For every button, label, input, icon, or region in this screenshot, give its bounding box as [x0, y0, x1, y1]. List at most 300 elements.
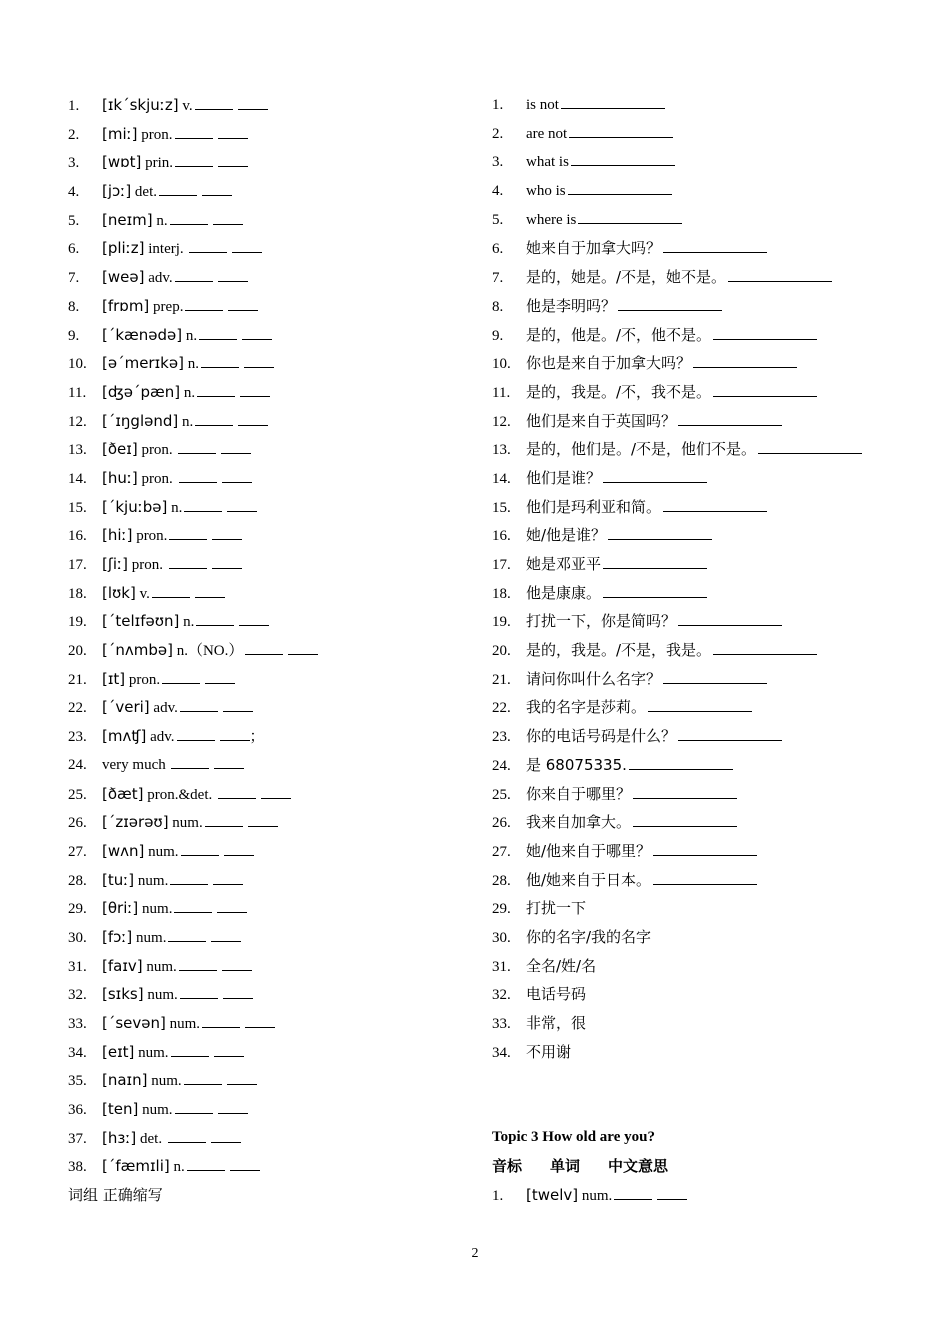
- item-number: 37.: [68, 1130, 87, 1147]
- vocab-row: [492, 1181, 932, 1210]
- phrase-text: 我来自加拿大。: [526, 813, 632, 832]
- vocab-row: [68, 952, 468, 981]
- item-number: 30.: [492, 929, 511, 946]
- item-number: 35.: [68, 1073, 87, 1090]
- answer-blank-meaning[interactable]: [238, 411, 268, 426]
- answer-blank[interactable]: [713, 325, 817, 340]
- phrase-text: 他们是来自于英国吗？: [526, 411, 677, 430]
- phrase-text: 她来自于加拿大吗？: [526, 239, 662, 258]
- phrase-text: 你也是来自于加拿大吗？: [526, 354, 692, 373]
- answer-blank-word[interactable]: [175, 267, 213, 282]
- phrase-text: 是的，他们是。/不是，他们不是。: [526, 440, 757, 459]
- item-number: 1.: [492, 97, 504, 113]
- vocab-row: [68, 263, 468, 292]
- answer-blank-word[interactable]: [169, 525, 207, 540]
- answer-blank-word[interactable]: [170, 210, 208, 225]
- answer-blank[interactable]: [678, 411, 782, 426]
- answer-blank-word[interactable]: [175, 124, 213, 139]
- vocab-row: [68, 234, 468, 263]
- answer-blank-word[interactable]: [189, 238, 227, 253]
- phrase-text: 他/她来自于日本。: [526, 870, 652, 889]
- vocab-row: [68, 378, 468, 407]
- phonetic: [weə]: [102, 268, 145, 287]
- phonetic: [twelv]: [526, 1185, 579, 1204]
- item-number: 31.: [68, 958, 87, 975]
- answer-blank[interactable]: [633, 784, 737, 799]
- answer-blank[interactable]: [713, 382, 817, 397]
- answer-blank[interactable]: [678, 726, 782, 741]
- phrase-text: 是的，他是。/不，他不是。: [526, 325, 712, 344]
- item-number: 29.: [492, 901, 511, 918]
- answer-blank[interactable]: [603, 554, 707, 569]
- phonetic: [sɪks]: [102, 985, 144, 1004]
- phonetic: [huː]: [102, 468, 138, 487]
- answer-blank-meaning[interactable]: [245, 1013, 275, 1028]
- phonetic: [hiː]: [102, 526, 133, 545]
- phrase-row: [492, 607, 932, 636]
- answer-blank-word[interactable]: [195, 95, 233, 110]
- answer-blank-word[interactable]: [180, 984, 218, 999]
- phrase-text: 打扰一下: [526, 899, 587, 918]
- item-number: 34.: [492, 1044, 511, 1061]
- answer-blank-word[interactable]: [185, 296, 223, 311]
- vocab-row: [68, 206, 468, 235]
- phrase-text: 你来自于哪里？: [526, 784, 632, 803]
- phonetic: [miː]: [102, 124, 138, 143]
- answer-blank-meaning[interactable]: [213, 870, 243, 885]
- vocab-row: [68, 1066, 468, 1095]
- phonetic: [wʌn]: [102, 841, 145, 860]
- left-column: [68, 91, 468, 1210]
- phrase-text: 请问你叫什么名字？: [526, 669, 662, 688]
- right-column: [492, 91, 932, 1209]
- answer-blank-word[interactable]: [195, 411, 233, 426]
- vocab-row: [68, 1124, 468, 1153]
- part-of-speech: v.: [178, 98, 193, 114]
- part-of-speech: pron.: [132, 528, 168, 545]
- phrase-text: 你的电话号码是什么？: [526, 727, 677, 746]
- phonetic: [mʌʧ]: [102, 727, 147, 746]
- answer-blank-meaning[interactable]: [212, 525, 242, 540]
- answer-blank-meaning[interactable]: [212, 554, 242, 569]
- phrase-row: [492, 952, 932, 981]
- answer-blank-word[interactable]: [179, 956, 217, 971]
- item-number: 8.: [492, 298, 504, 315]
- answer-blank-meaning[interactable]: [218, 267, 248, 282]
- answer-blank[interactable]: [561, 94, 665, 109]
- vocab-row: [68, 292, 468, 321]
- phrase-row: [492, 751, 932, 780]
- vocab-row: [68, 579, 468, 608]
- header-2: 中文意思: [608, 1157, 669, 1176]
- answer-blank-meaning[interactable]: [221, 439, 251, 454]
- part-of-speech: num.: [132, 929, 167, 946]
- item-number: 12.: [492, 413, 511, 430]
- phonetic: [ðeɪ]: [102, 440, 138, 459]
- answer-blank[interactable]: [663, 497, 767, 512]
- part-of-speech: v.: [135, 585, 150, 602]
- answer-blank-meaning[interactable]: [223, 984, 253, 999]
- part-of-speech: prin.: [141, 155, 174, 172]
- answer-blank-word[interactable]: [181, 841, 219, 856]
- answer-blank-word[interactable]: [202, 1013, 240, 1028]
- answer-blank[interactable]: [663, 238, 767, 253]
- part-of-speech: prep.: [149, 298, 184, 315]
- vocab-row: [68, 521, 468, 550]
- phonetic: [ðæt]: [102, 784, 144, 803]
- phrase-text: 是 68075335.: [526, 755, 627, 774]
- phrase-row: [492, 894, 932, 923]
- answer-blank-meaning[interactable]: [214, 754, 244, 769]
- part-of-speech: num.: [143, 987, 178, 1004]
- answer-blank[interactable]: [758, 439, 862, 454]
- answer-blank[interactable]: [713, 640, 817, 655]
- phonetic: [ten]: [102, 1100, 139, 1119]
- item-number: 1.: [68, 98, 80, 114]
- phonetic: [ˊtelɪfəʊn]: [102, 612, 180, 631]
- vocab-row: [68, 407, 468, 436]
- answer-blank-meaning[interactable]: [195, 583, 225, 598]
- phonetic: [ʃiː]: [102, 555, 128, 573]
- answer-blank-word[interactable]: [170, 870, 208, 885]
- answer-blank-word[interactable]: [177, 726, 215, 741]
- item-number: 2.: [492, 125, 504, 142]
- answer-blank-meaning[interactable]: [223, 697, 253, 712]
- item-number: 25.: [68, 786, 87, 803]
- phrase-row: [492, 693, 932, 722]
- phrase-row: [492, 579, 932, 608]
- vocab-row: [68, 321, 468, 350]
- vocab-row: [68, 349, 468, 378]
- page-number: 2: [471, 1246, 479, 1261]
- item-number: 21.: [68, 671, 87, 688]
- phrase-text: 是的，我是。/不，我不是。: [526, 382, 712, 401]
- part-of-speech: n.: [182, 327, 198, 344]
- item-number: 14.: [492, 470, 511, 487]
- answer-blank-word[interactable]: [174, 898, 212, 913]
- answer-blank-meaning[interactable]: [222, 468, 252, 483]
- answer-blank[interactable]: [578, 209, 682, 224]
- part-of-speech: n.: [178, 413, 194, 430]
- item-number: 30.: [68, 929, 87, 946]
- item-number: 34.: [68, 1044, 87, 1061]
- answer-blank-meaning[interactable]: [240, 382, 270, 397]
- vocab-row: [68, 1152, 468, 1181]
- phrase-text: 不用谢: [526, 1042, 572, 1061]
- vocab-row: [68, 1038, 468, 1067]
- answer-blank-meaning[interactable]: [261, 784, 291, 799]
- answer-blank-word[interactable]: [159, 181, 197, 196]
- answer-blank-word[interactable]: [245, 640, 283, 655]
- answer-blank-word[interactable]: [196, 611, 234, 626]
- phrase-row: [492, 808, 932, 837]
- item-number: 24.: [492, 757, 511, 774]
- answer-blank[interactable]: [653, 870, 757, 885]
- answer-blank-meaning[interactable]: [211, 927, 241, 942]
- item-number: 11.: [492, 384, 511, 401]
- item-number: 16.: [492, 528, 511, 545]
- answer-blank-word[interactable]: [178, 439, 216, 454]
- section-gap: [492, 1066, 932, 1123]
- phrase-text: 他是李明吗？: [526, 296, 617, 315]
- phrase-row: [492, 550, 932, 579]
- answer-blank[interactable]: [568, 180, 672, 195]
- vocab-row: [68, 120, 468, 149]
- vocab-row: [68, 148, 468, 177]
- phrase-text: 他是康康。: [526, 583, 602, 602]
- item-number: 20.: [68, 643, 87, 660]
- part-of-speech: n.: [169, 1159, 185, 1176]
- phonetic: [ɪkˊskjuːz]: [102, 96, 179, 114]
- answer-blank-meaning[interactable]: [227, 497, 257, 512]
- item-number: 25.: [492, 786, 511, 803]
- phrase-row: [492, 1009, 932, 1038]
- phrase-text: 她/他来自于哪里？: [526, 841, 652, 860]
- phonetic: [ˊkjuːbə]: [102, 497, 168, 516]
- item-number: 17.: [492, 557, 511, 573]
- vocab-row: [68, 665, 468, 694]
- answer-blank-meaning[interactable]: [232, 238, 262, 253]
- answer-blank[interactable]: [728, 267, 832, 282]
- answer-blank-word[interactable]: [205, 812, 243, 827]
- answer-blank-meaning[interactable]: [230, 1156, 260, 1171]
- phrase-text: 是的，我是。/不是，我是。: [526, 641, 712, 660]
- phrase-text: 我的名字是莎莉。: [526, 698, 647, 717]
- phrase-row: [492, 837, 932, 866]
- answer-blank-word[interactable]: [169, 554, 207, 569]
- part-of-speech: num.: [578, 1187, 613, 1204]
- item-number: 7.: [492, 270, 504, 287]
- semicolon: ；: [249, 729, 265, 746]
- phrase-row: [492, 407, 932, 436]
- answer-blank[interactable]: [653, 841, 757, 856]
- part-of-speech: pron.: [127, 557, 167, 573]
- answer-blank-word[interactable]: [184, 1070, 222, 1085]
- part-of-speech: num.: [138, 901, 173, 918]
- item-number: 23.: [68, 729, 87, 746]
- phonetic: [fɔː]: [102, 927, 133, 946]
- answer-blank-meaning[interactable]: [202, 181, 232, 196]
- answer-blank[interactable]: [629, 755, 733, 770]
- phonetic: [pliːz]: [102, 239, 145, 258]
- item-number: 15.: [68, 499, 87, 516]
- vocab-row: [68, 435, 468, 464]
- phrase-row: [492, 148, 932, 177]
- phonetic: [ˊɪŋglənd]: [102, 411, 179, 430]
- answer-blank-meaning[interactable]: [239, 611, 269, 626]
- vocab-row: [68, 923, 468, 952]
- item-number: 24.: [68, 756, 87, 773]
- item-number: 10.: [68, 356, 87, 373]
- item-number: 20.: [492, 643, 511, 660]
- phonetic: [ˊveri]: [102, 698, 150, 717]
- item-number: 8.: [68, 298, 80, 315]
- phrase-row: [492, 206, 932, 235]
- item-number: 13.: [68, 442, 87, 459]
- header-0: 音标: [492, 1157, 523, 1176]
- answer-blank-meaning[interactable]: [218, 1099, 248, 1114]
- item-number: 11.: [68, 384, 87, 401]
- part-of-speech: num.: [142, 958, 177, 975]
- phonetic: [θriː]: [102, 899, 139, 918]
- vocab-row: [68, 493, 468, 522]
- phrase-section-label: 词组 正确缩写: [68, 1186, 163, 1205]
- item-number: 26.: [492, 815, 511, 832]
- item-number: 13.: [492, 442, 511, 459]
- answer-blank-meaning[interactable]: [242, 325, 272, 340]
- item-number: 31.: [492, 958, 511, 975]
- phonetic: [əˊmerɪkə]: [102, 354, 184, 373]
- answer-blank[interactable]: [663, 669, 767, 684]
- answer-blank[interactable]: [678, 611, 782, 626]
- part-of-speech: adv.: [146, 729, 175, 746]
- phrase-text: is not: [526, 97, 559, 113]
- answer-blank-meaning[interactable]: [218, 152, 248, 167]
- item-number: 15.: [492, 499, 511, 516]
- item-number: 29.: [68, 901, 87, 918]
- phonetic: [ˊzɪərəʊ]: [102, 813, 169, 832]
- item-number: 27.: [68, 843, 87, 860]
- answer-blank-word[interactable]: [175, 152, 213, 167]
- answer-blank-word[interactable]: [168, 927, 206, 942]
- answer-blank-word[interactable]: [199, 325, 237, 340]
- answer-blank-word[interactable]: [201, 353, 239, 368]
- part-of-speech: num.: [138, 1102, 173, 1119]
- answer-blank-meaning[interactable]: [224, 841, 254, 856]
- item-number: 16.: [68, 528, 87, 545]
- item-number: 22.: [68, 700, 87, 717]
- item-number: 6.: [68, 241, 80, 258]
- phrase-row: [492, 321, 932, 350]
- item-number: 26.: [68, 815, 87, 832]
- part-of-speech: interj.: [144, 241, 188, 258]
- item-number: 28.: [492, 872, 511, 889]
- answer-blank-word[interactable]: [162, 669, 200, 684]
- phrase-text: 他们是玛利亚和简。: [526, 497, 662, 516]
- item-number: 1.: [492, 1187, 504, 1204]
- answer-blank-word[interactable]: [171, 754, 209, 769]
- answer-blank-word[interactable]: [184, 497, 222, 512]
- item-number: 4.: [68, 184, 80, 201]
- phonetic: [naɪn]: [102, 1071, 148, 1090]
- answer-blank[interactable]: [693, 353, 797, 368]
- answer-blank[interactable]: [648, 697, 752, 712]
- phrase-text: who is: [526, 183, 566, 200]
- answer-blank-word[interactable]: [179, 468, 217, 483]
- vocab-row: [68, 607, 468, 636]
- topic-title: Topic 3 How old are you?: [492, 1129, 655, 1146]
- item-number: 4.: [492, 183, 504, 200]
- part-of-speech: adv.: [149, 700, 178, 717]
- part-of-speech: num.: [144, 843, 179, 860]
- phrase-text: 他们是谁？: [526, 468, 602, 487]
- phonetic: [eɪt]: [102, 1042, 135, 1061]
- answer-blank-meaning[interactable]: [211, 1128, 241, 1143]
- answer-blank-meaning[interactable]: [218, 124, 248, 139]
- answer-blank-word[interactable]: [197, 382, 235, 397]
- answer-blank-word[interactable]: [614, 1185, 652, 1200]
- vocab-row: [68, 808, 468, 837]
- phrase-row: [492, 120, 932, 149]
- answer-blank-meaning[interactable]: [222, 956, 252, 971]
- answer-blank[interactable]: [608, 525, 712, 540]
- phrase-text: 非常，很: [526, 1014, 587, 1032]
- answer-blank[interactable]: [633, 812, 737, 827]
- phonetic: [neɪm]: [102, 210, 153, 229]
- phonetic: [faɪv]: [102, 956, 143, 975]
- part-of-speech: num.: [165, 1016, 201, 1032]
- answer-blank-meaning[interactable]: [288, 640, 318, 655]
- answer-blank-meaning[interactable]: [244, 353, 274, 368]
- answer-blank-meaning[interactable]: [213, 210, 243, 225]
- answer-blank-word[interactable]: [187, 1156, 225, 1171]
- vocab-row: [68, 1009, 468, 1038]
- phrase-row: [492, 722, 932, 751]
- vocab-row: [68, 636, 468, 665]
- vocab-row: [68, 550, 468, 579]
- answer-blank-word[interactable]: [180, 697, 218, 712]
- vocab-row: [68, 866, 468, 895]
- item-number: 27.: [492, 843, 511, 860]
- answer-blank[interactable]: [603, 468, 707, 483]
- answer-blank[interactable]: [569, 123, 673, 138]
- vocab-row: [68, 693, 468, 722]
- answer-blank-word[interactable]: [171, 1042, 209, 1057]
- answer-blank-meaning[interactable]: [217, 898, 247, 913]
- phrase-row: [492, 665, 932, 694]
- vocab-row: [68, 1095, 468, 1124]
- answer-blank-word[interactable]: [175, 1099, 213, 1114]
- answer-blank-meaning[interactable]: [228, 296, 258, 311]
- answer-blank-word[interactable]: [168, 1128, 206, 1143]
- answer-blank-meaning[interactable]: [657, 1185, 687, 1200]
- answer-blank-meaning[interactable]: [238, 95, 268, 110]
- answer-blank-meaning[interactable]: [227, 1070, 257, 1085]
- answer-blank-meaning[interactable]: [214, 1042, 244, 1057]
- item-number: 18.: [68, 585, 87, 602]
- part-of-speech: det.: [136, 1130, 166, 1147]
- answer-blank-meaning[interactable]: [205, 669, 235, 684]
- answer-blank[interactable]: [603, 583, 707, 598]
- vocab-row: [68, 722, 468, 751]
- phonetic: [ˊkænədə]: [102, 325, 183, 344]
- answer-blank-meaning[interactable]: [248, 812, 278, 827]
- item-number: 33.: [68, 1016, 87, 1032]
- item-number: 7.: [68, 270, 80, 287]
- item-number: 3.: [68, 155, 80, 172]
- phrase-row: [492, 435, 932, 464]
- item-number: 10.: [492, 356, 511, 373]
- item-number: 32.: [68, 987, 87, 1004]
- part-of-speech: det.: [131, 184, 157, 201]
- item-number: 22.: [492, 700, 511, 717]
- answer-blank-meaning[interactable]: [220, 726, 250, 741]
- answer-blank-word[interactable]: [218, 784, 256, 799]
- part-of-speech: pron.: [137, 442, 177, 459]
- phrase-row: [492, 349, 932, 378]
- phonetic: [ʤəˊpæn]: [102, 382, 181, 401]
- item-number: 6.: [492, 241, 504, 258]
- answer-blank[interactable]: [618, 296, 722, 311]
- item-number: 32.: [492, 987, 511, 1004]
- answer-blank[interactable]: [571, 151, 675, 166]
- answer-blank-word[interactable]: [152, 583, 190, 598]
- header-1: 单词: [550, 1157, 581, 1176]
- phrase-row: [492, 378, 932, 407]
- item-number: 5.: [68, 212, 80, 229]
- item-number: 9.: [492, 327, 504, 344]
- part-of-speech: n.: [152, 212, 168, 229]
